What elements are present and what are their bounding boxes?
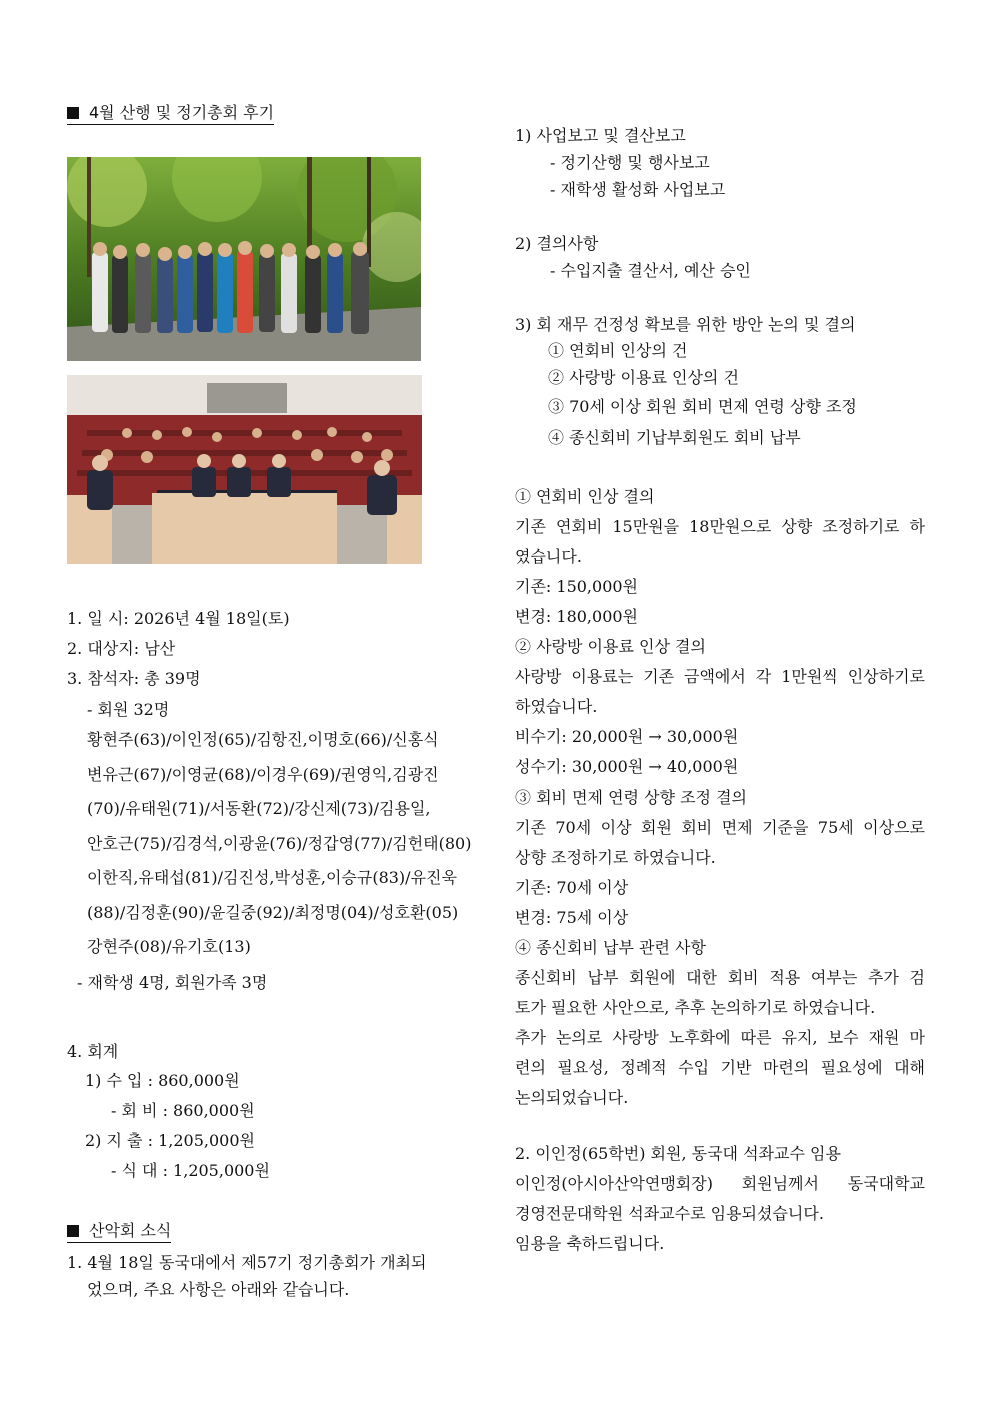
member-line: 이한직,유태섭(81)/김진성,박성훈,이승규(83)/유진욱 [87, 868, 457, 887]
member-line: 강현주(08)/유기호(13) [87, 937, 251, 956]
members-count: - 회원 32명 [87, 700, 170, 719]
event-date: 1. 일 시: 2026년 4월 18일(토) [67, 609, 290, 628]
resolution-line: 기존: 70세 이상 [515, 877, 629, 897]
agenda-item: 2) 결의사항 [515, 234, 599, 253]
agenda-item: 3) 회 재무 건정성 확보를 위한 방안 논의 및 결의 [515, 315, 856, 334]
member-line: 안호근(75)/김경석,이광윤(76)/정갑영(77)/김헌태(80) [87, 833, 472, 853]
member-line: (88)/김정훈(90)/윤길중(92)/최정명(04)/성호환(05) [87, 902, 459, 922]
section-heading-text: 산악회 소식 [89, 1221, 172, 1240]
general-meeting-photo [67, 375, 422, 564]
resolution-line: 기존 연회비 15만원을 18만원으로 상향 조정하기로 하 [515, 517, 925, 537]
square-bullet-icon [67, 107, 79, 119]
hiking-photo-image [67, 157, 421, 361]
section-heading-news [67, 1218, 171, 1243]
event-place: 2. 대상지: 남산 [67, 639, 176, 658]
resolution-line: 변경: 180,000원 [515, 607, 639, 627]
news-item-2-line: 이인정(아시아산악연맹회장) 회원님께서 동국대학교 [515, 1174, 925, 1193]
other-attendees: - 재학생 4명, 회원가족 3명 [77, 973, 268, 992]
resolution-line: 토가 필요한 사안으로, 추후 논의하기로 하였습니다. [515, 997, 876, 1017]
news-item-1-line-2: 었으며, 주요 사항은 아래와 같습니다. [87, 1280, 350, 1299]
resolution-line: 기존: 150,000원 [515, 577, 639, 597]
agenda-item: ② 사랑방 이용료 인상의 건 [548, 368, 739, 387]
news-item-2-line: 경영전문대학원 석좌교수로 임용되셨습니다. [515, 1204, 824, 1223]
resolution-line: 추가 논의로 사랑방 노후화에 따른 유지, 보수 재원 마 [515, 1027, 925, 1047]
meeting-photo-image [67, 375, 422, 564]
member-line: 황현주(63)/이인정(65)/김항진,이명호(66)/신홍식 [87, 730, 439, 749]
resolution-line: 사랑방 이용료는 기존 금액에서 각 1만원씩 인상하기로 [515, 667, 925, 687]
accounting-income: 1) 수 입 : 860,000원 [85, 1071, 240, 1090]
agenda-item: - 재학생 활성화 사업보고 [550, 180, 726, 199]
resolution-line: 였습니다. [515, 547, 582, 567]
resolution-line: 하였습니다. [515, 697, 598, 717]
square-bullet-icon [67, 1225, 79, 1237]
resolution-line: 성수기: 30,000원 → 40,000원 [515, 757, 739, 777]
section-heading-hiking [67, 100, 274, 125]
resolution-line: 종신회비 납부 회원에 대한 회비 적용 여부는 추가 검 [515, 967, 925, 987]
news-item-2-line: 2. 이인정(65학번) 회원, 동국대 석좌교수 임용 [515, 1144, 841, 1163]
accounting-income-detail: - 회 비 : 860,000원 [111, 1101, 255, 1120]
resolution-line: 비수기: 20,000원 → 30,000원 [515, 727, 739, 747]
resolution-line: 논의되었습니다. [515, 1088, 629, 1107]
accounting-expense: 2) 지 출 : 1,205,000원 [85, 1131, 255, 1150]
resolution-line: 기존 70세 이상 회원 회비 면제 기준을 75세 이상으로 [515, 817, 925, 837]
agenda-item: - 정기산행 및 행사보고 [550, 153, 710, 172]
resolution-line: 련의 필요성, 정례적 수입 기반 마련의 필요성에 대해 [515, 1057, 925, 1077]
resolution-line: 변경: 75세 이상 [515, 907, 629, 927]
news-item-2-line: 임용을 축하드립니다. [515, 1234, 665, 1253]
resolution-line: ③ 회비 면제 연령 상향 조정 결의 [515, 787, 747, 807]
hiking-group-photo [67, 157, 421, 361]
accounting-title: 4. 회계 [67, 1042, 119, 1061]
agenda-item: 1) 사업보고 및 결산보고 [515, 126, 686, 145]
resolution-line: ② 사랑방 이용료 인상 결의 [515, 637, 706, 657]
news-item-1-line-1: 1. 4월 18일 동국대에서 제57기 정기총회가 개최되 [67, 1253, 427, 1272]
agenda-item: ① 연회비 인상의 건 [548, 341, 688, 360]
agenda-item: - 수입지출 결산서, 예산 승인 [550, 261, 751, 280]
agenda-item: ③ 70세 이상 회원 회비 면제 연령 상향 조정 [548, 397, 857, 416]
resolution-line: 상향 조정하기로 하였습니다. [515, 847, 716, 867]
member-line: 변유근(67)/이영균(68)/이경우(69)/권영익,김광진 [87, 764, 439, 784]
event-attendees: 3. 참석자: 총 39명 [67, 669, 201, 688]
agenda-item: ④ 종신회비 기납부회원도 회비 납부 [548, 428, 801, 447]
member-line: (70)/유태원(71)/서동환(72)/강신제(73)/김용일, [87, 799, 431, 818]
section-heading-text: 4월 산행 및 정기총회 후기 [89, 103, 275, 122]
resolution-line: ④ 종신회비 납부 관련 사항 [515, 937, 706, 957]
accounting-expense-detail: - 식 대 : 1,205,000원 [111, 1161, 270, 1180]
resolution-line: ① 연회비 인상 결의 [515, 487, 655, 506]
